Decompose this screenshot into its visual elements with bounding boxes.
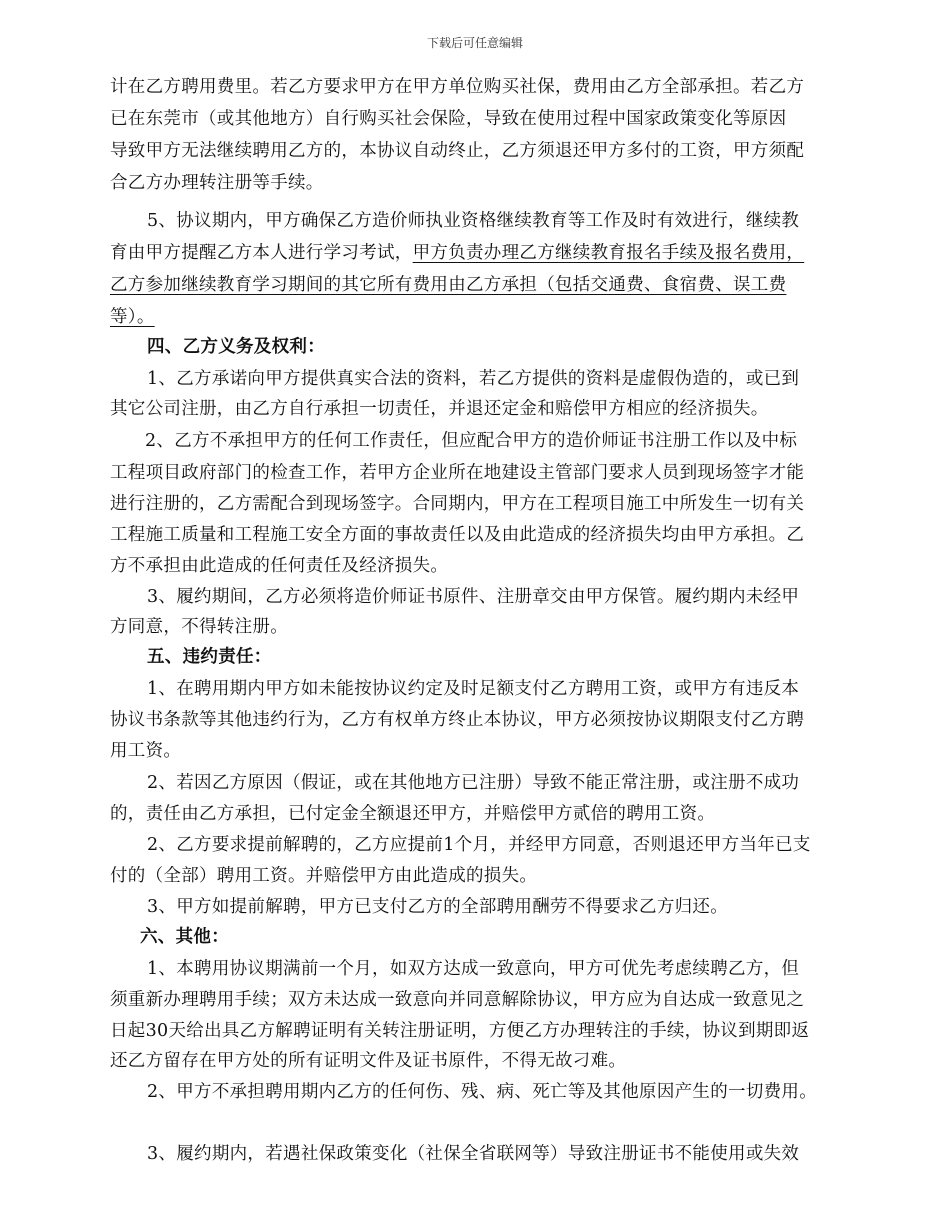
- paragraph-line: 工程项目政府部门的检查工作，若甲方企业所在地建设主管部门要求人员到现场签字才能: [110, 463, 805, 483]
- page-header: 下载后可任意编辑: [426, 36, 523, 50]
- section-heading-5: 五、违约责任：: [147, 647, 272, 667]
- paragraph-line: 还乙方留存在甲方处的所有证明文件及证书原件，不得无故刁难。: [110, 1051, 627, 1071]
- section-heading-4: 四、乙方义务及权利：: [147, 337, 325, 357]
- underlined-line: 乙方参加继续教育学习期间的其它所有费用由乙方承担（包括交通费、食宿费、误工费: [110, 275, 787, 295]
- paragraph-line: 2、若因乙方原因（假证，或在其他地方已注册）导致不能正常注册，或注册不成功: [147, 773, 800, 793]
- line-text: 育由甲方提醒乙方本人进行学习考试，: [110, 243, 413, 263]
- paragraph-line: 3、甲方如提前解聘，甲方已支付乙方的全部聘用酬劳不得要求乙方归还。: [147, 897, 729, 917]
- paragraph-line: 方不承担由此造成的任何责任及经济损失。: [110, 556, 449, 576]
- paragraph-line: 其它公司注册，由乙方自行承担一切责任，并退还定金和赔偿甲方相应的经济损失。: [110, 399, 769, 419]
- paragraph-line: 计在乙方聘用费里。若乙方要求甲方在甲方单位购买社保，费用由乙方全部承担。若乙方: [110, 77, 805, 97]
- paragraph-line: 协议书条款等其他违约行为，乙方有权单方终止本协议，甲方必须按协议期限支付乙方聘: [110, 710, 805, 730]
- paragraph-line: 3、履约期间，乙方必须将造价师证书原件、注册章交由甲方保管。履约期内未经甲: [147, 587, 800, 607]
- paragraph-line: 的，责任由乙方承担，已付定金全额退还甲方，并赔偿甲方贰倍的聘用工资。: [110, 804, 716, 824]
- paragraph-line: 用工资。: [110, 741, 182, 761]
- paragraph-line: 1、本聘用协议期满前一个月，如双方达成一致意向，甲方可优先考虑续聘乙方，但: [147, 959, 800, 979]
- paragraph-line: 方同意，不得转注册。: [110, 617, 288, 637]
- paragraph-line: 5、协议期内，甲方确保乙方造价师执业资格继续教育等工作及时有效进行，继续教: [147, 211, 800, 231]
- paragraph-line: 进行注册的，乙方需配合到现场签字。合同期内，甲方在工程项目施工中所发生一切有关: [110, 494, 805, 514]
- paragraph-line: 1、乙方承诺向甲方提供真实合法的资料，若乙方提供的资料是虚假伪造的，或已到: [147, 369, 800, 389]
- paragraph-line: 2、甲方不承担聘用期内乙方的任何伤、残、病、死亡等及其他原因产生的一切费用。: [147, 1082, 818, 1102]
- paragraph-line: 2、乙方不承担甲方的任何工作责任，但应配合甲方的造价师证书注册工作以及中标: [145, 431, 798, 451]
- paragraph-line: [110, 241, 804, 265]
- paragraph-line: 日起30天给出具乙方解聘证明有关转注册证明，方便乙方办理转注的手续，协议到期即返: [110, 1021, 810, 1041]
- paragraph-line: 3、履约期内，若遇社保政策变化（社保全省联网等）导致注册证书不能使用或失效: [147, 1144, 800, 1164]
- paragraph-line: 须重新办理聘用手续；双方未达成一致意向并同意解除协议，甲方应为自达成一致意见之: [110, 990, 805, 1010]
- paragraph-line: 2、乙方要求提前解聘的，乙方应提前1个月，并经甲方同意，否则退还甲方当年已支: [147, 835, 811, 855]
- section-heading-6: 六、其他：: [140, 927, 229, 947]
- underlined-line: 等）。: [110, 307, 155, 327]
- underlined-text: 甲方负责办理乙方继续教育报名手续及报名费用，: [412, 243, 805, 263]
- paragraph-line: 工程施工质量和工程施工安全方面的事故责任以及由此造成的经济损失均由甲方承担。乙: [110, 525, 805, 545]
- paragraph-line: 付的（全部）聘用工资。并赔偿甲方由此造成的损失。: [110, 866, 538, 886]
- paragraph-line: 合乙方办理转注册等手续。: [110, 173, 324, 193]
- paragraph-line: 已在东莞市（或其他地方）自行购买社会保险，导致在使用过程中国家政策变化等原因: [110, 109, 787, 129]
- paragraph-line: 1、在聘用期内甲方如未能按协议约定及时足额支付乙方聘用工资，或甲方有违反本: [147, 679, 800, 699]
- paragraph-line: 导致甲方无法继续聘用乙方的，本协议自动终止，乙方须退还甲方多付的工资，甲方须配: [110, 141, 805, 161]
